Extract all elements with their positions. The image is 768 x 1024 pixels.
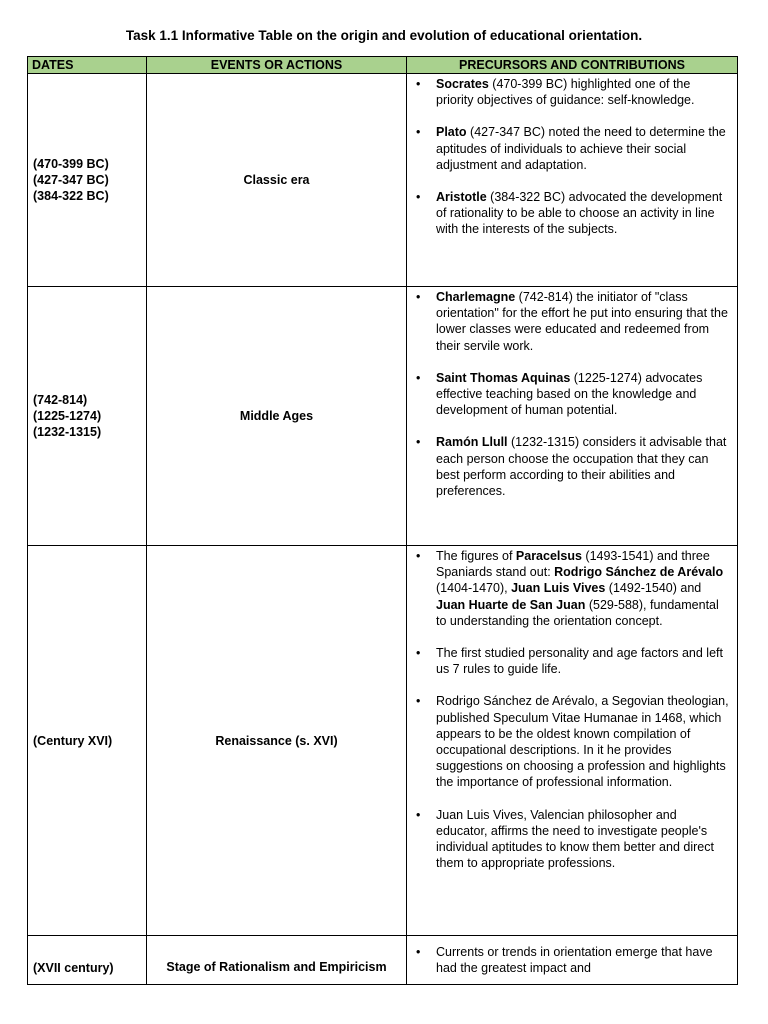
list-item: • Plato (427-347 BC) noted the need to determine the aptitudes of individuals to achieve their social adjustment and adaptation. bbox=[413, 124, 731, 173]
document-title: Task 1.1 Informative Table on the origin and evolution of educational orientation. bbox=[125, 28, 643, 43]
table-row bbox=[28, 545, 737, 935]
date-line: (470-399 BC) bbox=[33, 157, 109, 171]
list-item: • Juan Luis Vives, Valencian philosopher and educator, affirms the need to investigate people's individual aptitudes to know them better and direct them to appropriate professions. bbox=[413, 807, 731, 872]
date-line: (1225-1274) bbox=[33, 409, 102, 423]
orientation-table-frame bbox=[27, 56, 738, 985]
date-line: (427-347 BC) bbox=[33, 173, 109, 187]
contributions-cell bbox=[406, 74, 737, 286]
event-cell: Classic era bbox=[146, 74, 406, 286]
list-item: • Saint Thomas Aquinas (1225-1274) advocates effective teaching based on the knowledge and development of human potential. bbox=[413, 370, 731, 419]
list-item: • Rodrigo Sánchez de Arévalo, a Segovian theologian, published Speculum Vitae Humanae in 1468, which appears to be the oldest known compilation of occupational descriptions. In it he provides suggestions on choosing a profession and highlights the importance of professional information. bbox=[413, 693, 731, 790]
header-events: EVENTS OR ACTIONS bbox=[146, 57, 406, 74]
header-contributions: PRECURSORS AND CONTRIBUTIONS bbox=[406, 57, 737, 74]
event-cell: Middle Ages bbox=[146, 286, 406, 545]
dates-cell bbox=[28, 935, 146, 985]
event-cell: Stage of Rationalism and Empiricism bbox=[146, 935, 406, 985]
dates-cell bbox=[28, 545, 146, 935]
list-item: • The first studied personality and age factors and left us 7 rules to guide life. bbox=[413, 645, 731, 677]
list-item: • Aristotle (384-322 BC) advocated the development of rationality to be able to choose an activity in line with the interests of the subjects. bbox=[413, 189, 731, 238]
header-dates: DATES bbox=[28, 57, 146, 74]
orientation-table bbox=[28, 57, 737, 985]
table-header-row bbox=[28, 57, 737, 74]
table-row bbox=[28, 286, 737, 545]
date-line: (1232-1315) bbox=[33, 425, 102, 439]
date-line: (742-814) bbox=[33, 393, 88, 407]
date-line: (Century XVI) bbox=[33, 733, 113, 748]
list-item: • Charlemagne (742-814) the initiator of "class orientation" for the effort he put into ensuring that the lower classes were educated and redeemed from their servile work. bbox=[413, 289, 731, 354]
contributions-cell bbox=[406, 545, 737, 935]
event-cell: Renaissance (s. XVI) bbox=[146, 545, 406, 935]
date-line: (XVII century) bbox=[33, 961, 114, 975]
list-item: • Socrates (470-399 BC) highlighted one of the priority objectives of guidance: self-knowledge. bbox=[413, 76, 731, 108]
list-item: • The figures of Paracelsus (1493-1541) and three Spaniards stand out: Rodrigo Sánchez de Arévalo (1404-1470), Juan Luis Vives (1492-1540) and Juan Huarte de San Juan (529-588), fundamental to understanding the orientation concept. bbox=[413, 548, 731, 629]
date-line: (384-322 BC) bbox=[33, 189, 109, 203]
table-row bbox=[28, 935, 737, 985]
list-item: • Currents or trends in orientation emerge that have had the greatest impact and bbox=[413, 944, 731, 976]
list-item: • Ramón Llull (1232-1315) considers it advisable that each person choose the occupation that they can best perform according to their abilities and preferences. bbox=[413, 434, 731, 499]
table-row bbox=[28, 74, 737, 286]
dates-cell bbox=[28, 74, 146, 286]
contributions-cell bbox=[406, 286, 737, 545]
contributions-cell bbox=[406, 935, 737, 985]
dates-cell bbox=[28, 286, 146, 545]
